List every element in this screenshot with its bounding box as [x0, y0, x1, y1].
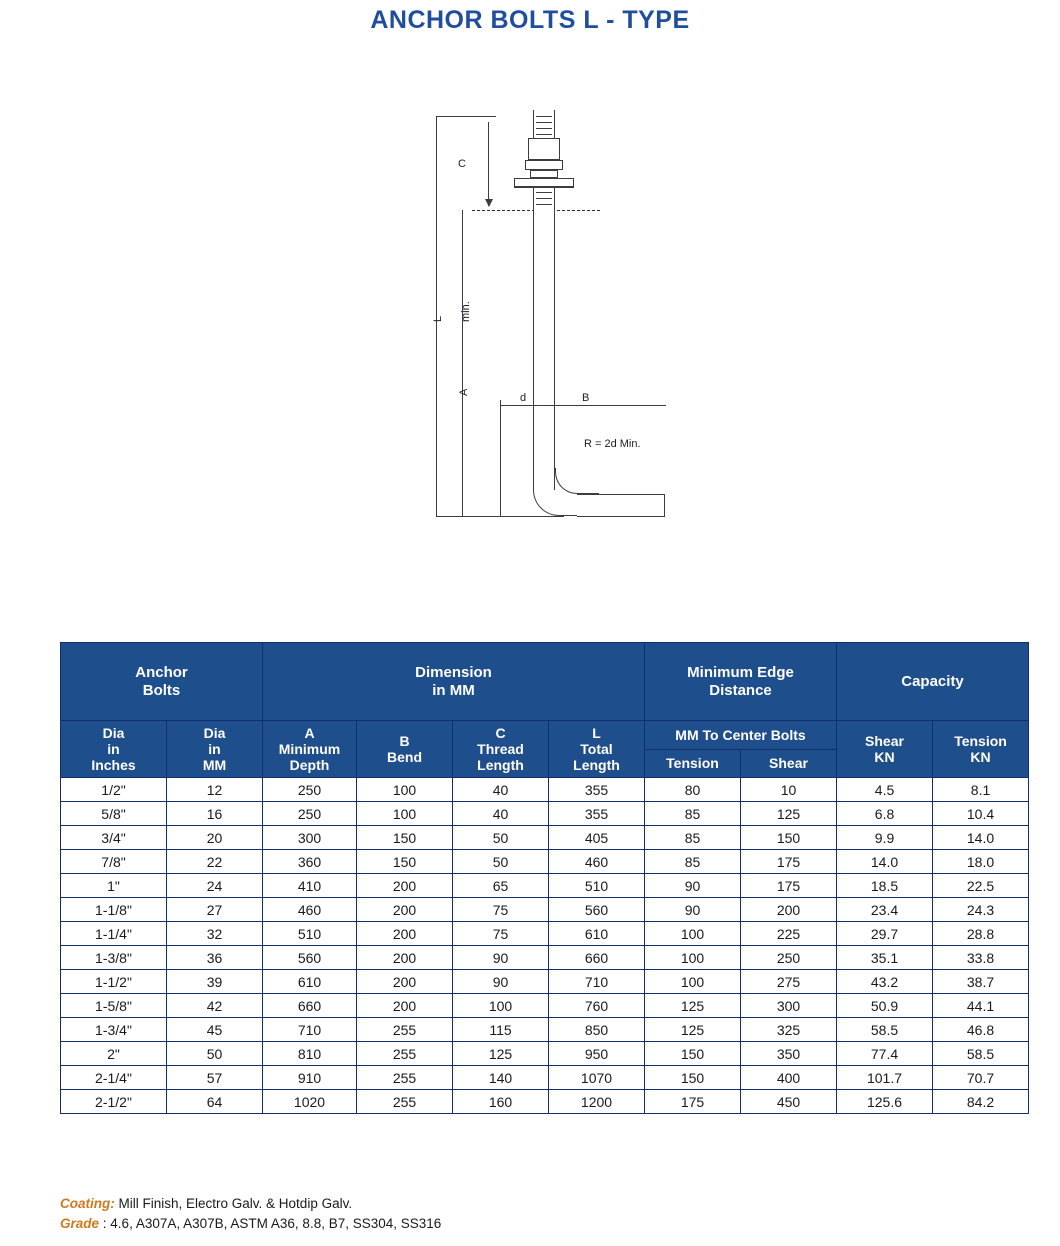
cell-edge-tension: 100 — [645, 946, 741, 970]
cell-dia-in: 5/8" — [61, 802, 167, 826]
cell-dia-mm: 32 — [167, 922, 263, 946]
cell-b: 200 — [357, 946, 453, 970]
notes-block — [60, 1194, 441, 1235]
cell-a: 460 — [263, 898, 357, 922]
cell-edge-shear: 250 — [741, 946, 837, 970]
cell-dia-mm: 27 — [167, 898, 263, 922]
cell-b: 200 — [357, 970, 453, 994]
dim-tick-l-top — [436, 116, 496, 117]
cell-tension-kn: 33.8 — [933, 946, 1029, 970]
cell-l: 405 — [549, 826, 645, 850]
cell-b: 150 — [357, 850, 453, 874]
subheader-l-l3: Length — [573, 757, 620, 774]
cell-dia-in: 1-1/4" — [61, 922, 167, 946]
cell-dia-mm: 50 — [167, 1042, 263, 1066]
thread-line — [536, 134, 552, 135]
subheader-dia-inches-l2: in — [107, 741, 120, 758]
hex-nut-upper — [528, 138, 560, 160]
cell-edge-tension: 150 — [645, 1066, 741, 1090]
thread-line — [536, 192, 552, 193]
subheader-dia-mm — [167, 721, 263, 778]
cell-edge-shear: 200 — [741, 898, 837, 922]
group-header-capacity-line1: Capacity — [901, 672, 964, 690]
cell-a: 810 — [263, 1042, 357, 1066]
spec-table — [60, 642, 1029, 1114]
subheader-shear-kn-l1: Shear — [865, 733, 904, 750]
cell-dia-mm: 24 — [167, 874, 263, 898]
label-d: d — [520, 392, 527, 404]
cell-dia-mm: 45 — [167, 1018, 263, 1042]
cell-edge-tension: 125 — [645, 1018, 741, 1042]
cell-tension-kn: 22.5 — [933, 874, 1029, 898]
label-radius-note: R = 2d Min. — [584, 438, 641, 450]
cell-l: 355 — [549, 802, 645, 826]
cell-l: 850 — [549, 1018, 645, 1042]
note-grade-key: Grade — [60, 1216, 100, 1232]
subheader-shear-kn — [837, 721, 933, 778]
table-row — [61, 778, 1029, 802]
cell-a: 410 — [263, 874, 357, 898]
cell-dia-mm: 36 — [167, 946, 263, 970]
subheader-c-l1: C — [495, 725, 506, 741]
cell-b: 100 — [357, 778, 453, 802]
cell-shear-kn: 50.9 — [837, 994, 933, 1018]
cell-b: 255 — [357, 1042, 453, 1066]
cell-c: 90 — [453, 946, 549, 970]
table-row — [61, 970, 1029, 994]
cell-edge-shear: 10 — [741, 778, 837, 802]
thread-line — [536, 204, 552, 205]
subheader-l-l2: Total — [580, 741, 613, 758]
cell-c: 100 — [453, 994, 549, 1018]
cell-c: 75 — [453, 898, 549, 922]
cell-b: 255 — [357, 1090, 453, 1114]
thread-line — [536, 198, 552, 199]
thread-line — [536, 122, 552, 123]
cell-dia-in: 1/2" — [61, 778, 167, 802]
hex-nut-lower — [530, 170, 558, 178]
table-row — [61, 1066, 1029, 1090]
cell-a: 250 — [263, 778, 357, 802]
cell-c: 40 — [453, 778, 549, 802]
cell-dia-in: 7/8" — [61, 850, 167, 874]
cell-tension-kn: 84.2 — [933, 1090, 1029, 1114]
subheader-dia-inches-l1: Dia — [102, 725, 125, 741]
cell-edge-tension: 100 — [645, 970, 741, 994]
cell-tension-kn: 46.8 — [933, 1018, 1029, 1042]
cell-edge-shear: 350 — [741, 1042, 837, 1066]
cell-b: 200 — [357, 898, 453, 922]
cell-edge-tension: 90 — [645, 874, 741, 898]
cell-edge-shear: 400 — [741, 1066, 837, 1090]
cell-edge-shear: 225 — [741, 922, 837, 946]
subheader-a-minimum-depth — [263, 721, 357, 778]
subheader-a-l1: A — [304, 725, 315, 741]
group-header-min-edge-distance — [645, 643, 837, 721]
cell-edge-shear: 175 — [741, 850, 837, 874]
group-header-dimension-line2: in MM — [432, 681, 475, 699]
cell-dia-in: 1-3/4" — [61, 1018, 167, 1042]
cell-a: 250 — [263, 802, 357, 826]
hook-leg-bottom — [577, 516, 665, 517]
table-row — [61, 826, 1029, 850]
cell-l: 510 — [549, 874, 645, 898]
label-a: A — [458, 388, 470, 396]
cell-shear-kn: 18.5 — [837, 874, 933, 898]
subheader-shear-kn-l2: KN — [874, 749, 895, 766]
subheader-tension-kn — [933, 721, 1029, 778]
note-grade — [60, 1214, 441, 1234]
cell-tension-kn: 10.4 — [933, 802, 1029, 826]
cell-edge-shear: 450 — [741, 1090, 837, 1114]
cell-edge-shear: 150 — [741, 826, 837, 850]
cell-shear-kn: 35.1 — [837, 946, 933, 970]
cell-edge-tension: 80 — [645, 778, 741, 802]
cell-dia-mm: 64 — [167, 1090, 263, 1114]
note-coating-key: Coating: — [60, 1196, 115, 1211]
label-c: C — [458, 158, 466, 170]
subheader-edge-tension: Tension — [645, 749, 741, 778]
cell-dia-mm: 12 — [167, 778, 263, 802]
cell-a: 510 — [263, 922, 357, 946]
subheader-tension-kn-l1: Tension — [954, 733, 1007, 750]
group-header-edge-line2: Distance — [709, 681, 772, 699]
subheader-edge-shear: Shear — [741, 749, 837, 778]
cell-a: 910 — [263, 1066, 357, 1090]
cell-shear-kn: 4.5 — [837, 778, 933, 802]
subheader-dia-mm-l1: Dia — [203, 725, 226, 741]
cell-c: 160 — [453, 1090, 549, 1114]
cell-edge-tension: 85 — [645, 850, 741, 874]
cell-dia-mm: 39 — [167, 970, 263, 994]
cell-a: 610 — [263, 970, 357, 994]
cell-dia-mm: 16 — [167, 802, 263, 826]
cell-l: 760 — [549, 994, 645, 1018]
subheader-b-bend — [357, 721, 453, 778]
cell-edge-tension: 150 — [645, 1042, 741, 1066]
cell-a: 560 — [263, 946, 357, 970]
cell-edge-tension: 100 — [645, 922, 741, 946]
cell-b: 255 — [357, 1066, 453, 1090]
cell-edge-shear: 300 — [741, 994, 837, 1018]
base-plate-washer — [514, 178, 574, 187]
cell-dia-mm: 42 — [167, 994, 263, 1018]
cell-l: 950 — [549, 1042, 645, 1066]
group-header-edge-line1: Minimum Edge — [687, 664, 794, 682]
cell-a: 1020 — [263, 1090, 357, 1114]
cell-dia-in: 1-1/2" — [61, 970, 167, 994]
hook-leg-end — [664, 494, 665, 516]
label-min: min. — [460, 301, 472, 322]
group-header-dimension — [263, 643, 645, 721]
cell-edge-tension: 85 — [645, 802, 741, 826]
table-row — [61, 922, 1029, 946]
cell-c: 90 — [453, 970, 549, 994]
table-row — [61, 802, 1029, 826]
subheader-l-l1: L — [592, 725, 601, 741]
cell-dia-mm: 20 — [167, 826, 263, 850]
subheader-c-l3: Length — [477, 757, 524, 774]
cell-l: 560 — [549, 898, 645, 922]
table-row — [61, 1090, 1029, 1114]
page-title: ANCHOR BOLTS L - TYPE — [370, 6, 690, 34]
cell-shear-kn: 43.2 — [837, 970, 933, 994]
cell-shear-kn: 14.0 — [837, 850, 933, 874]
cell-tension-kn: 58.5 — [933, 1042, 1029, 1066]
cell-edge-tension: 125 — [645, 994, 741, 1018]
cell-c: 125 — [453, 1042, 549, 1066]
cell-edge-shear: 275 — [741, 970, 837, 994]
cell-a: 660 — [263, 994, 357, 1018]
cell-b: 150 — [357, 826, 453, 850]
cell-shear-kn: 9.9 — [837, 826, 933, 850]
cell-tension-kn: 24.3 — [933, 898, 1029, 922]
cell-shear-kn: 77.4 — [837, 1042, 933, 1066]
cell-shear-kn: 101.7 — [837, 1066, 933, 1090]
cell-l: 1070 — [549, 1066, 645, 1090]
group-header-anchor-bolts-line1: Anchor — [135, 664, 188, 682]
subheader-dia-mm-l3: MM — [202, 757, 227, 774]
cell-l: 460 — [549, 850, 645, 874]
cell-dia-in: 1-1/8" — [61, 898, 167, 922]
cell-dia-in: 1-3/8" — [61, 946, 167, 970]
dim-tick-l-bottom — [436, 516, 564, 517]
table-row — [61, 1042, 1029, 1066]
cell-l: 710 — [549, 970, 645, 994]
cell-l: 610 — [549, 922, 645, 946]
cell-c: 75 — [453, 922, 549, 946]
label-b: B — [582, 392, 590, 404]
group-header-capacity — [837, 643, 1029, 721]
cell-a: 360 — [263, 850, 357, 874]
dim-tick-b-right — [664, 405, 666, 406]
cell-tension-kn: 38.7 — [933, 970, 1029, 994]
table-row — [61, 946, 1029, 970]
thread-line — [536, 128, 552, 129]
cell-tension-kn: 14.0 — [933, 826, 1029, 850]
cell-l: 355 — [549, 778, 645, 802]
subheader-mm-to-center-bolts: MM To Center Bolts — [645, 721, 837, 750]
table-row — [61, 994, 1029, 1018]
group-header-dimension-line1: Dimension — [415, 664, 492, 682]
table-row — [61, 1018, 1029, 1042]
dim-line-b-left — [500, 400, 501, 516]
spec-table-body — [61, 778, 1029, 1114]
cell-edge-tension: 90 — [645, 898, 741, 922]
table-group-header-row — [61, 643, 1029, 721]
note-coating — [60, 1194, 441, 1214]
cell-dia-in: 2" — [61, 1042, 167, 1066]
cell-dia-in: 1" — [61, 874, 167, 898]
cell-dia-mm: 57 — [167, 1066, 263, 1090]
cell-tension-kn: 70.7 — [933, 1066, 1029, 1090]
table-row — [61, 850, 1029, 874]
cell-edge-tension: 175 — [645, 1090, 741, 1114]
base-plate-edge — [514, 187, 574, 188]
cell-dia-in: 3/4" — [61, 826, 167, 850]
cell-b: 100 — [357, 802, 453, 826]
note-coating-value: Mill Finish, Electro Galv. & Hotdip Galv. — [118, 1196, 353, 1211]
hook-leg-top — [577, 494, 665, 495]
cell-c: 140 — [453, 1066, 549, 1090]
cell-dia-in: 2-1/4" — [61, 1066, 167, 1090]
cell-shear-kn: 125.6 — [837, 1090, 933, 1114]
cell-dia-in: 1-5/8" — [61, 994, 167, 1018]
cell-c: 40 — [453, 802, 549, 826]
subheader-c-thread-length — [453, 721, 549, 778]
cell-edge-shear: 125 — [741, 802, 837, 826]
table-row — [61, 874, 1029, 898]
subheader-dia-mm-l2: in — [208, 741, 221, 758]
subheader-dia-inches — [61, 721, 167, 778]
cell-c: 50 — [453, 850, 549, 874]
thread-line — [536, 116, 552, 117]
cell-tension-kn: 18.0 — [933, 850, 1029, 874]
cell-c: 50 — [453, 826, 549, 850]
washer-upper — [525, 160, 563, 170]
dim-line-a — [462, 210, 463, 516]
cell-l: 1200 — [549, 1090, 645, 1114]
cell-edge-shear: 175 — [741, 874, 837, 898]
cell-shear-kn: 6.8 — [837, 802, 933, 826]
table-subheader-row-upper — [61, 721, 1029, 750]
dim-line-b — [500, 405, 666, 406]
subheader-dia-inches-l3: Inches — [91, 757, 136, 774]
label-l: L — [432, 315, 444, 322]
table-row — [61, 898, 1029, 922]
cell-a: 710 — [263, 1018, 357, 1042]
subheader-b-l1: B — [399, 733, 410, 750]
dim-arrow-c — [488, 122, 489, 206]
cell-b: 200 — [357, 922, 453, 946]
cell-b: 255 — [357, 1018, 453, 1042]
cell-shear-kn: 29.7 — [837, 922, 933, 946]
subheader-a-l2: Minimum — [278, 741, 341, 758]
cell-b: 200 — [357, 874, 453, 898]
cell-shear-kn: 58.5 — [837, 1018, 933, 1042]
subheader-c-l2: Thread — [477, 741, 524, 758]
cell-tension-kn: 44.1 — [933, 994, 1029, 1018]
subheader-l-total-length — [549, 721, 645, 778]
group-header-anchor-bolts — [61, 643, 263, 721]
note-grade-value: : 4.6, A307A, A307B, ASTM A36, 8.8, B7, SS304, SS316 — [102, 1216, 442, 1232]
anchor-bolt-drawing — [400, 100, 700, 540]
cell-tension-kn: 28.8 — [933, 922, 1029, 946]
cell-dia-mm: 22 — [167, 850, 263, 874]
cell-c: 65 — [453, 874, 549, 898]
cell-shear-kn: 23.4 — [837, 898, 933, 922]
cell-l: 660 — [549, 946, 645, 970]
cell-c: 115 — [453, 1018, 549, 1042]
spec-table-wrapper — [60, 642, 1028, 1114]
cell-dia-in: 2-1/2" — [61, 1090, 167, 1114]
group-header-anchor-bolts-line2: Bolts — [142, 681, 181, 699]
subheader-b-l2: Bend — [387, 749, 422, 766]
cell-b: 200 — [357, 994, 453, 1018]
cell-edge-shear: 325 — [741, 1018, 837, 1042]
cell-edge-tension: 85 — [645, 826, 741, 850]
cell-a: 300 — [263, 826, 357, 850]
subheader-tension-kn-l2: KN — [970, 749, 991, 766]
subheader-a-l3: Depth — [289, 757, 330, 774]
cell-tension-kn: 8.1 — [933, 778, 1029, 802]
